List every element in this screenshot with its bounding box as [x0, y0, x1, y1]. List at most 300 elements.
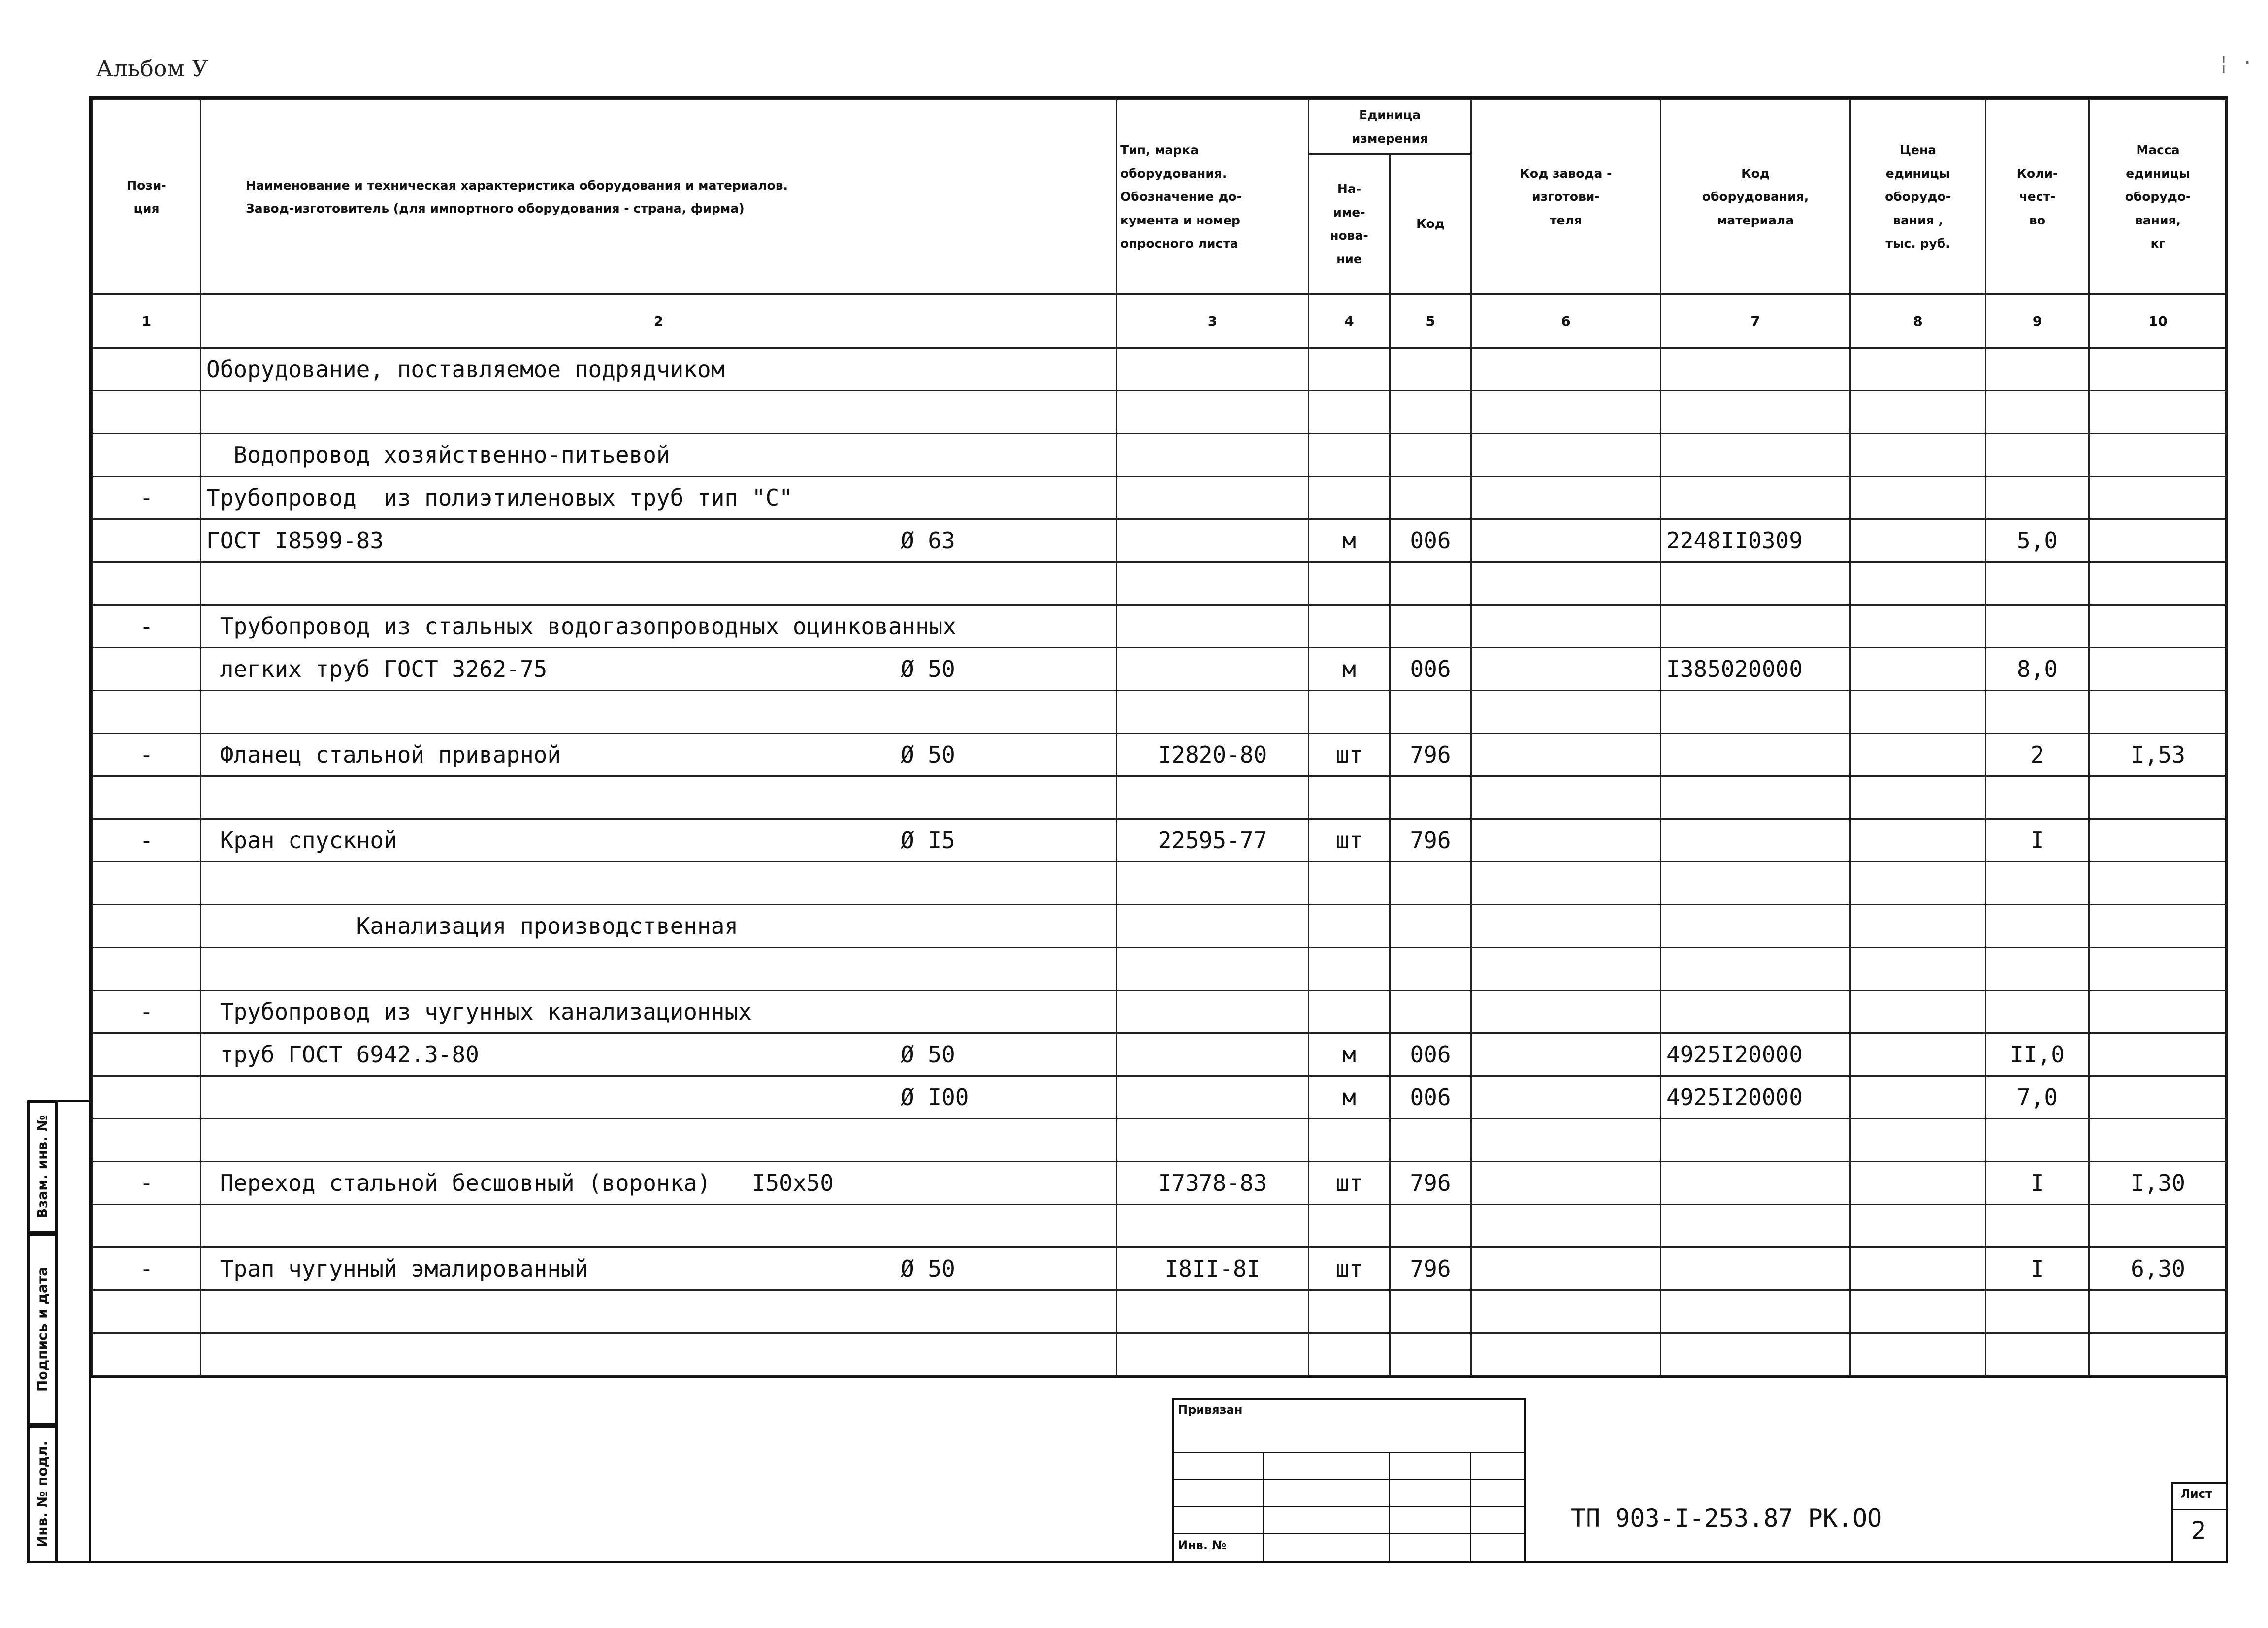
factory-code-cell — [1471, 391, 1661, 434]
table-row — [93, 734, 2227, 776]
table-row — [93, 434, 2227, 477]
quantity-cell: 8,0 — [1986, 648, 2089, 691]
factory-code-cell — [1471, 1290, 1661, 1333]
name-text: Кран спускной — [206, 827, 397, 854]
tb-line — [1172, 1533, 1526, 1534]
factory-code-cell — [1471, 1205, 1661, 1247]
quantity-cell — [1986, 477, 2089, 519]
name-cell — [201, 434, 1117, 477]
position-cell — [93, 1033, 201, 1076]
unit-name-cell: шт — [1309, 1162, 1390, 1205]
equipment-code-cell — [1661, 562, 1850, 605]
position-cell — [93, 434, 201, 477]
table-row — [93, 1119, 2227, 1162]
price-cell — [1850, 734, 1986, 776]
price-cell — [1850, 776, 1986, 819]
quantity-cell — [1986, 862, 2089, 905]
equipment-code-cell — [1661, 434, 1850, 477]
price-cell — [1850, 948, 1986, 990]
factory-code-cell — [1471, 734, 1661, 776]
unit-code-cell — [1390, 605, 1471, 648]
table-row — [93, 477, 2227, 519]
name-cell — [201, 948, 1117, 990]
factory-code-cell — [1471, 990, 1661, 1033]
position-cell — [93, 776, 201, 819]
equipment-code-cell — [1661, 819, 1850, 862]
header-mass: Масса единицы оборудо- вания, кг — [2089, 100, 2227, 294]
table-row — [93, 1076, 2227, 1119]
factory-code-cell — [1471, 477, 1661, 519]
unit-name-cell: м — [1309, 1033, 1390, 1076]
mass-cell — [2089, 1205, 2227, 1247]
name-cell — [201, 1033, 1117, 1076]
position-cell — [93, 648, 201, 691]
position-cell: - — [93, 990, 201, 1033]
table-row — [93, 519, 2227, 562]
mass-cell — [2089, 905, 2227, 948]
mass-cell — [2089, 1333, 2227, 1376]
price-cell — [1850, 477, 1986, 519]
factory-code-cell — [1471, 1033, 1661, 1076]
unit-code-cell — [1390, 1205, 1471, 1247]
stamp-label: Взам. инв. № — [34, 1115, 51, 1219]
unit-name-cell — [1309, 905, 1390, 948]
unit-name-cell — [1309, 348, 1390, 391]
name-cell — [201, 1205, 1117, 1247]
type-cell — [1117, 434, 1309, 477]
mass-cell — [2089, 605, 2227, 648]
name-cell — [201, 1247, 1117, 1290]
factory-code-cell — [1471, 605, 1661, 648]
mass-cell — [2089, 1290, 2227, 1333]
factory-code-cell — [1471, 648, 1661, 691]
factory-code-cell — [1471, 1162, 1661, 1205]
price-cell — [1850, 348, 1986, 391]
quantity-cell — [1986, 562, 2089, 605]
name-cell — [201, 734, 1117, 776]
column-number-row — [93, 294, 2227, 348]
type-cell — [1117, 477, 1309, 519]
name-text: Трубопровод из стальных водогазопроводных оцинкованных — [206, 613, 957, 639]
unit-name-cell — [1309, 391, 1390, 434]
name-cell — [201, 691, 1117, 734]
type-cell: I8II-8I — [1117, 1247, 1309, 1290]
unit-name-cell — [1309, 1205, 1390, 1247]
header-name: Наименование и техническая характеристика оборудования и материалов. Завод-изготовитель (для импортного оборудования - страна, фирма) — [201, 100, 1117, 294]
unit-name-cell: шт — [1309, 819, 1390, 862]
name-text: Трубопровод из полиэтиленовых труб тип "С" — [206, 484, 793, 511]
type-cell — [1117, 776, 1309, 819]
factory-code-cell — [1471, 519, 1661, 562]
name-cell — [201, 1119, 1117, 1162]
position-cell — [93, 948, 201, 990]
name-text: Оборудование, поставляемое подрядчиком — [206, 356, 725, 383]
type-cell — [1117, 862, 1309, 905]
unit-code-cell: 796 — [1390, 734, 1471, 776]
name-text: ГОСТ I8599-83 — [206, 527, 384, 554]
type-cell — [1117, 1033, 1309, 1076]
diameter-text: Ø I00 — [901, 1084, 969, 1111]
name-cell — [201, 819, 1117, 862]
unit-code-cell — [1390, 1119, 1471, 1162]
tb-line — [1172, 1479, 1526, 1480]
table-row — [93, 905, 2227, 948]
mass-cell — [2089, 776, 2227, 819]
price-cell — [1850, 819, 1986, 862]
name-cell — [201, 562, 1117, 605]
stamp-label: Инв. № подл. — [34, 1440, 51, 1548]
equipment-code-cell — [1661, 734, 1850, 776]
type-cell: 22595-77 — [1117, 819, 1309, 862]
col-num: 9 — [1986, 294, 2089, 348]
type-cell — [1117, 648, 1309, 691]
mass-cell — [2089, 1119, 2227, 1162]
type-cell: I7378-83 — [1117, 1162, 1309, 1205]
name-cell — [201, 605, 1117, 648]
quantity-cell — [1986, 691, 2089, 734]
table-row — [93, 862, 2227, 905]
position-cell — [93, 691, 201, 734]
factory-code-cell — [1471, 434, 1661, 477]
quantity-cell — [1986, 990, 2089, 1033]
name-cell — [201, 1290, 1117, 1333]
col-num: 10 — [2089, 294, 2227, 348]
price-cell — [1850, 905, 1986, 948]
unit-name-cell — [1309, 477, 1390, 519]
position-cell: - — [93, 1162, 201, 1205]
inv-no-label: Инв. № — [1178, 1538, 1227, 1552]
privyazan-label: Привязан — [1178, 1403, 1243, 1417]
mass-cell — [2089, 948, 2227, 990]
unit-code-cell — [1390, 348, 1471, 391]
position-cell — [93, 1076, 201, 1119]
table-row — [93, 1205, 2227, 1247]
unit-name-cell — [1309, 862, 1390, 905]
bottom-frame — [89, 1376, 2228, 1563]
unit-name-cell: шт — [1309, 1247, 1390, 1290]
mass-cell — [2089, 819, 2227, 862]
name-cell — [201, 1333, 1117, 1376]
name-text: Переход стальной бесшовный (воронка) I50x50 — [206, 1170, 834, 1196]
mass-cell — [2089, 1033, 2227, 1076]
type-cell — [1117, 990, 1309, 1033]
type-cell — [1117, 691, 1309, 734]
unit-name-cell — [1309, 1290, 1390, 1333]
mass-cell — [2089, 519, 2227, 562]
mass-cell: I,30 — [2089, 1162, 2227, 1205]
equipment-code-cell — [1661, 1290, 1850, 1333]
quantity-cell — [1986, 605, 2089, 648]
unit-code-cell: 006 — [1390, 1033, 1471, 1076]
col-num: 3 — [1117, 294, 1309, 348]
header-type: Тип, марка оборудования. Обозначение до- кумента и номер опросного листа — [1117, 100, 1309, 294]
position-cell — [93, 1290, 201, 1333]
mass-cell — [2089, 648, 2227, 691]
type-cell: I2820-80 — [1117, 734, 1309, 776]
quantity-cell — [1986, 348, 2089, 391]
table-row — [93, 948, 2227, 990]
quantity-cell — [1986, 391, 2089, 434]
col-num: 7 — [1661, 294, 1850, 348]
header-equipment-code: Код оборудования, материала — [1661, 100, 1850, 294]
table-row — [93, 1333, 2227, 1376]
unit-code-cell — [1390, 691, 1471, 734]
album-label: Альбом У — [96, 55, 209, 82]
name-cell — [201, 648, 1117, 691]
diameter-text: Ø 63 — [901, 527, 955, 554]
type-cell — [1117, 562, 1309, 605]
col-num: 8 — [1850, 294, 1986, 348]
quantity-cell: I — [1986, 819, 2089, 862]
unit-name-cell — [1309, 605, 1390, 648]
unit-code-cell — [1390, 905, 1471, 948]
unit-name-cell — [1309, 1119, 1390, 1162]
tb-vline — [1470, 1452, 1471, 1563]
name-text: Фланец стальной приварной — [206, 741, 561, 768]
equipment-code-cell — [1661, 776, 1850, 819]
mass-cell — [2089, 1076, 2227, 1119]
table-row — [93, 1290, 2227, 1333]
unit-name-cell — [1309, 434, 1390, 477]
unit-name-cell — [1309, 990, 1390, 1033]
position-cell — [93, 562, 201, 605]
name-text: Трубопровод из чугунных канализационных — [206, 998, 752, 1025]
mass-cell — [2089, 434, 2227, 477]
factory-code-cell — [1471, 348, 1661, 391]
quantity-cell: 2 — [1986, 734, 2089, 776]
factory-code-cell — [1471, 1247, 1661, 1290]
price-cell — [1850, 1076, 1986, 1119]
price-cell — [1850, 605, 1986, 648]
sheet-label: Лист — [2180, 1487, 2212, 1500]
factory-code-cell — [1471, 776, 1661, 819]
col-num: 2 — [201, 294, 1117, 348]
price-cell — [1850, 562, 1986, 605]
position-cell: - — [93, 1247, 201, 1290]
tb-vline — [1389, 1452, 1390, 1563]
name-cell — [201, 1162, 1117, 1205]
position-cell — [93, 1119, 201, 1162]
price-cell — [1850, 691, 1986, 734]
price-cell — [1850, 1333, 1986, 1376]
name-cell — [201, 862, 1117, 905]
unit-code-cell: 796 — [1390, 1247, 1471, 1290]
name-cell — [201, 477, 1117, 519]
table-row — [93, 691, 2227, 734]
price-cell — [1850, 1205, 1986, 1247]
unit-name-cell: м — [1309, 1076, 1390, 1119]
unit-code-cell — [1390, 862, 1471, 905]
name-cell — [201, 776, 1117, 819]
tb-vline — [1263, 1452, 1264, 1563]
stamp-label: Подпись и дата — [34, 1266, 51, 1392]
type-cell — [1117, 1119, 1309, 1162]
equipment-code-cell — [1661, 1162, 1850, 1205]
price-cell — [1850, 391, 1986, 434]
position-cell — [93, 519, 201, 562]
factory-code-cell — [1471, 562, 1661, 605]
price-cell — [1850, 990, 1986, 1033]
quantity-cell: 5,0 — [1986, 519, 2089, 562]
unit-code-cell: 796 — [1390, 819, 1471, 862]
price-cell — [1850, 1033, 1986, 1076]
equipment-code-cell: 2248ӀI0309 — [1661, 519, 1850, 562]
type-cell — [1117, 391, 1309, 434]
mass-cell: I,53 — [2089, 734, 2227, 776]
name-text: Трап чугунный эмалированный — [206, 1255, 588, 1282]
quantity-cell — [1986, 776, 2089, 819]
type-cell — [1117, 1076, 1309, 1119]
price-cell — [1850, 519, 1986, 562]
factory-code-cell — [1471, 948, 1661, 990]
equipment-code-cell: I385020000 — [1661, 648, 1850, 691]
unit-code-cell — [1390, 948, 1471, 990]
quantity-cell: II,0 — [1986, 1033, 2089, 1076]
price-cell — [1850, 1290, 1986, 1333]
table-row — [93, 1247, 2227, 1290]
name-text: Водопровод хозяйственно-питьевой — [206, 442, 670, 468]
factory-code-cell — [1471, 1333, 1661, 1376]
unit-name-cell — [1309, 691, 1390, 734]
col-num: 1 — [93, 294, 201, 348]
position-cell — [93, 348, 201, 391]
table-row — [93, 391, 2227, 434]
unit-name-cell — [1309, 776, 1390, 819]
equipment-code-cell — [1661, 948, 1850, 990]
type-cell — [1117, 1333, 1309, 1376]
position-cell: - — [93, 477, 201, 519]
mass-cell — [2089, 862, 2227, 905]
specification-table — [92, 99, 2228, 1376]
unit-code-cell — [1390, 562, 1471, 605]
position-cell — [93, 862, 201, 905]
quantity-cell: I — [1986, 1247, 2089, 1290]
unit-code-cell — [1390, 1290, 1471, 1333]
col-num: 5 — [1390, 294, 1471, 348]
table-row — [93, 348, 2227, 391]
factory-code-cell — [1471, 691, 1661, 734]
header-quantity: Коли- чест- во — [1986, 100, 2089, 294]
unit-code-cell: 006 — [1390, 519, 1471, 562]
quantity-cell — [1986, 905, 2089, 948]
factory-code-cell — [1471, 1119, 1661, 1162]
tb-line — [1172, 1506, 1526, 1507]
unit-code-cell — [1390, 776, 1471, 819]
document-code: ТП 903-I-253.87 РК.ОО — [1571, 1504, 1882, 1532]
header-unit-name: На- име- нова- ние — [1309, 154, 1390, 294]
equipment-code-cell: 4925I20000 — [1661, 1033, 1850, 1076]
name-cell — [201, 348, 1117, 391]
header-price: Цена единицы оборудо- вания , тыс. руб. — [1850, 100, 1986, 294]
mass-cell: 6,30 — [2089, 1247, 2227, 1290]
unit-name-cell: шт — [1309, 734, 1390, 776]
table-row — [93, 648, 2227, 691]
price-cell — [1850, 648, 1986, 691]
unit-name-cell — [1309, 1333, 1390, 1376]
unit-code-cell — [1390, 391, 1471, 434]
unit-name-cell: м — [1309, 519, 1390, 562]
unit-code-cell: 006 — [1390, 648, 1471, 691]
unit-code-cell: 006 — [1390, 1076, 1471, 1119]
type-cell — [1117, 1290, 1309, 1333]
table-row — [93, 1162, 2227, 1205]
mass-cell — [2089, 562, 2227, 605]
price-cell — [1850, 862, 1986, 905]
diameter-text: Ø 50 — [901, 741, 955, 768]
position-cell — [93, 1333, 201, 1376]
quantity-cell — [1986, 948, 2089, 990]
type-cell — [1117, 519, 1309, 562]
unit-code-cell: 796 — [1390, 1162, 1471, 1205]
equipment-code-cell — [1661, 1333, 1850, 1376]
equipment-code-cell — [1661, 348, 1850, 391]
price-cell — [1850, 434, 1986, 477]
unit-code-cell — [1390, 434, 1471, 477]
mass-cell — [2089, 348, 2227, 391]
price-cell — [1850, 1162, 1986, 1205]
table-row — [93, 605, 2227, 648]
unit-name-cell — [1309, 948, 1390, 990]
factory-code-cell — [1471, 862, 1661, 905]
factory-code-cell — [1471, 905, 1661, 948]
mass-cell — [2089, 990, 2227, 1033]
price-cell — [1850, 1247, 1986, 1290]
col-num: 6 — [1471, 294, 1661, 348]
name-text: Канализация производственная — [206, 913, 739, 939]
stamp-column-border — [53, 1100, 93, 1563]
table-row — [93, 819, 2227, 862]
type-cell — [1117, 605, 1309, 648]
name-cell — [201, 990, 1117, 1033]
mass-cell — [2089, 477, 2227, 519]
mass-cell — [2089, 691, 2227, 734]
name-text: труб ГОСТ 6942.3-80 — [206, 1041, 479, 1068]
equipment-code-cell — [1661, 691, 1850, 734]
diameter-text: Ø 50 — [901, 1255, 955, 1282]
unit-code-cell — [1390, 477, 1471, 519]
type-cell — [1117, 1205, 1309, 1247]
equipment-code-cell: 4925I20000 — [1661, 1076, 1850, 1119]
equipment-code-cell — [1661, 477, 1850, 519]
unit-name-cell — [1309, 562, 1390, 605]
quantity-cell — [1986, 1205, 2089, 1247]
unit-name-cell: м — [1309, 648, 1390, 691]
header-unit: Единица измерения — [1309, 100, 1471, 154]
equipment-code-cell — [1661, 1247, 1850, 1290]
type-cell — [1117, 348, 1309, 391]
table-row — [93, 562, 2227, 605]
equipment-code-cell — [1661, 1119, 1850, 1162]
equipment-code-cell — [1661, 1205, 1850, 1247]
quantity-cell — [1986, 1333, 2089, 1376]
equipment-code-cell — [1661, 905, 1850, 948]
name-cell — [201, 391, 1117, 434]
table-row — [93, 776, 2227, 819]
position-cell: - — [93, 819, 201, 862]
factory-code-cell — [1471, 819, 1661, 862]
equipment-code-cell — [1661, 391, 1850, 434]
table-row — [93, 990, 2227, 1033]
position-cell — [93, 1205, 201, 1247]
type-cell — [1117, 948, 1309, 990]
name-cell — [201, 905, 1117, 948]
name-cell — [201, 1076, 1117, 1119]
position-cell — [93, 391, 201, 434]
diameter-text: Ø 50 — [901, 656, 955, 682]
quantity-cell — [1986, 434, 2089, 477]
quantity-cell: I — [1986, 1162, 2089, 1205]
quantity-cell: 7,0 — [1986, 1076, 2089, 1119]
